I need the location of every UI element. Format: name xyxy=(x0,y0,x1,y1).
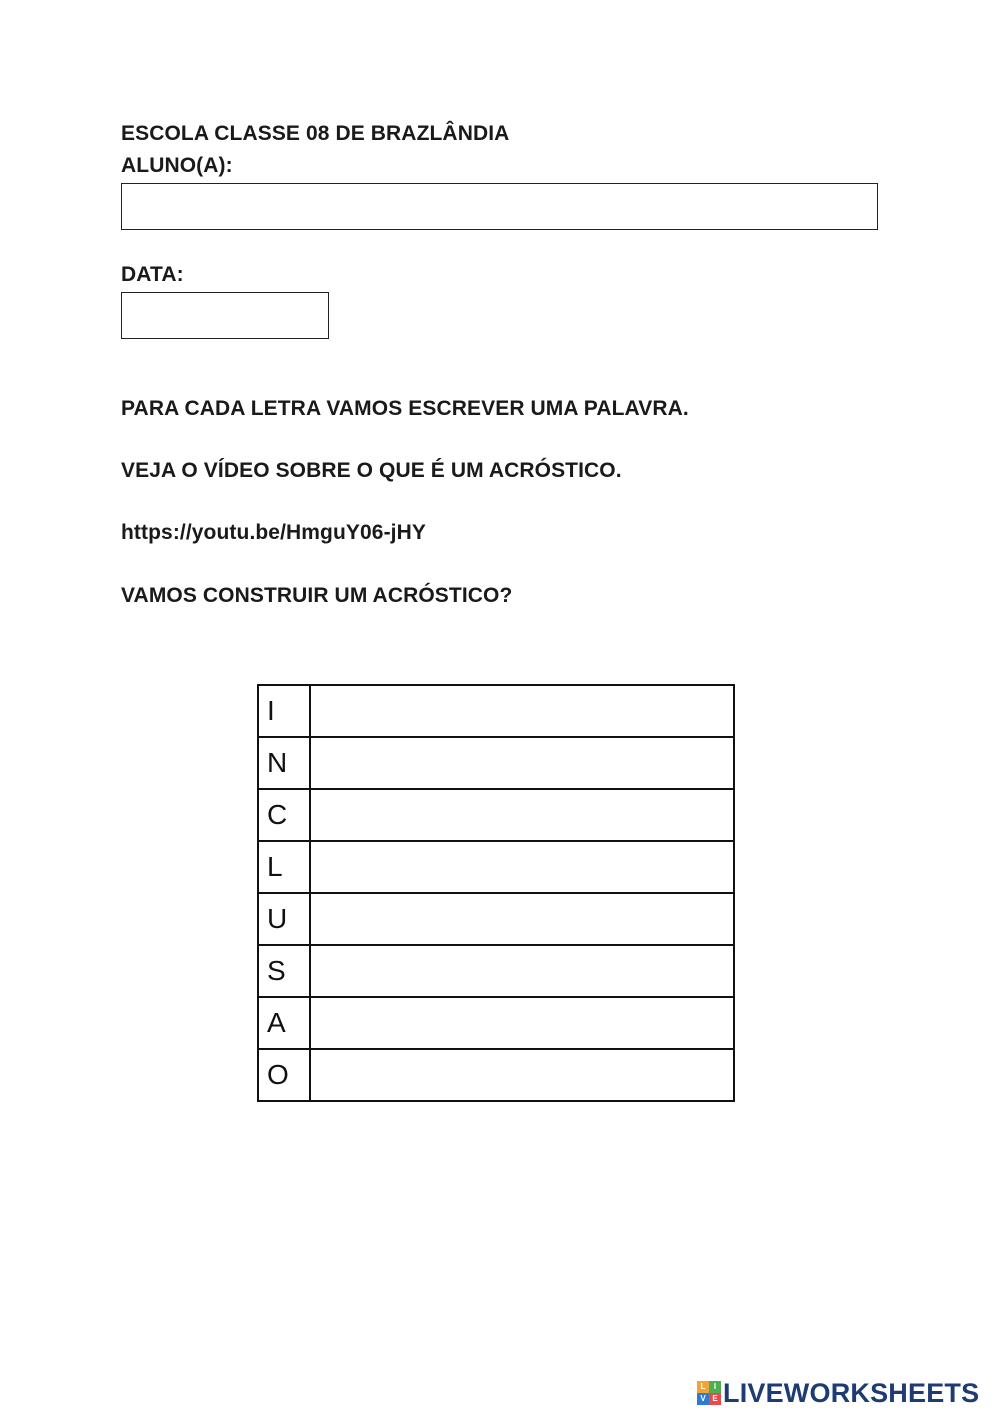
logo-tile: V xyxy=(697,1393,709,1405)
acrostic-letter: O xyxy=(258,1049,310,1101)
acrostic-answer-field[interactable] xyxy=(310,841,734,893)
acrostic-row xyxy=(258,841,734,893)
acrostic-answer-field[interactable] xyxy=(310,997,734,1049)
acrostic-row xyxy=(258,997,734,1049)
acrostic-row xyxy=(258,737,734,789)
acrostic-row xyxy=(258,789,734,841)
acrostic-question: VAMOS CONSTRUIR UM ACRÓSTICO? xyxy=(121,584,513,607)
acrostic-answer-field[interactable] xyxy=(310,789,734,841)
acrostic-answer-field[interactable] xyxy=(310,1049,734,1101)
acrostic-answer-field[interactable] xyxy=(310,945,734,997)
liveworksheets-logo xyxy=(697,1376,979,1410)
school-name: ESCOLA CLASSE 08 DE BRAZLÂNDIA xyxy=(121,122,510,145)
acrostic-letter: N xyxy=(258,737,310,789)
liveworksheets-logo-text: LIVEWORKSHEETS xyxy=(723,1377,980,1408)
acrostic-answer-field[interactable] xyxy=(310,737,734,789)
acrostic-row xyxy=(258,945,734,997)
acrostic-letter: L xyxy=(258,841,310,893)
student-name-field[interactable] xyxy=(121,183,878,230)
acrostic-letter: A xyxy=(258,997,310,1049)
acrostic-letter: C xyxy=(258,789,310,841)
acrostic-letter: S xyxy=(258,945,310,997)
acrostic-answer-field[interactable] xyxy=(310,893,734,945)
instruction-line-1: PARA CADA LETRA VAMOS ESCREVER UMA PALAVRA. xyxy=(121,397,689,420)
acrostic-table xyxy=(257,684,735,1102)
video-link[interactable]: https://youtu.be/HmguY06-jHY xyxy=(121,521,426,544)
acrostic-row xyxy=(258,685,734,737)
logo-tile: E xyxy=(709,1393,721,1405)
logo-tile: L xyxy=(697,1381,709,1393)
acrostic-answer-field[interactable] xyxy=(310,685,734,737)
student-label: ALUNO(A): xyxy=(121,154,233,177)
acrostic-row xyxy=(258,893,734,945)
instruction-line-2: VEJA O VÍDEO SOBRE O QUE É UM ACRÓSTICO. xyxy=(121,459,622,482)
acrostic-letter: U xyxy=(258,893,310,945)
date-label: DATA: xyxy=(121,263,184,286)
acrostic-letter: I xyxy=(258,685,310,737)
acrostic-row xyxy=(258,1049,734,1101)
logo-tile: I xyxy=(709,1381,721,1393)
date-field[interactable] xyxy=(121,292,329,339)
liveworksheets-logo-icon xyxy=(697,1381,721,1405)
